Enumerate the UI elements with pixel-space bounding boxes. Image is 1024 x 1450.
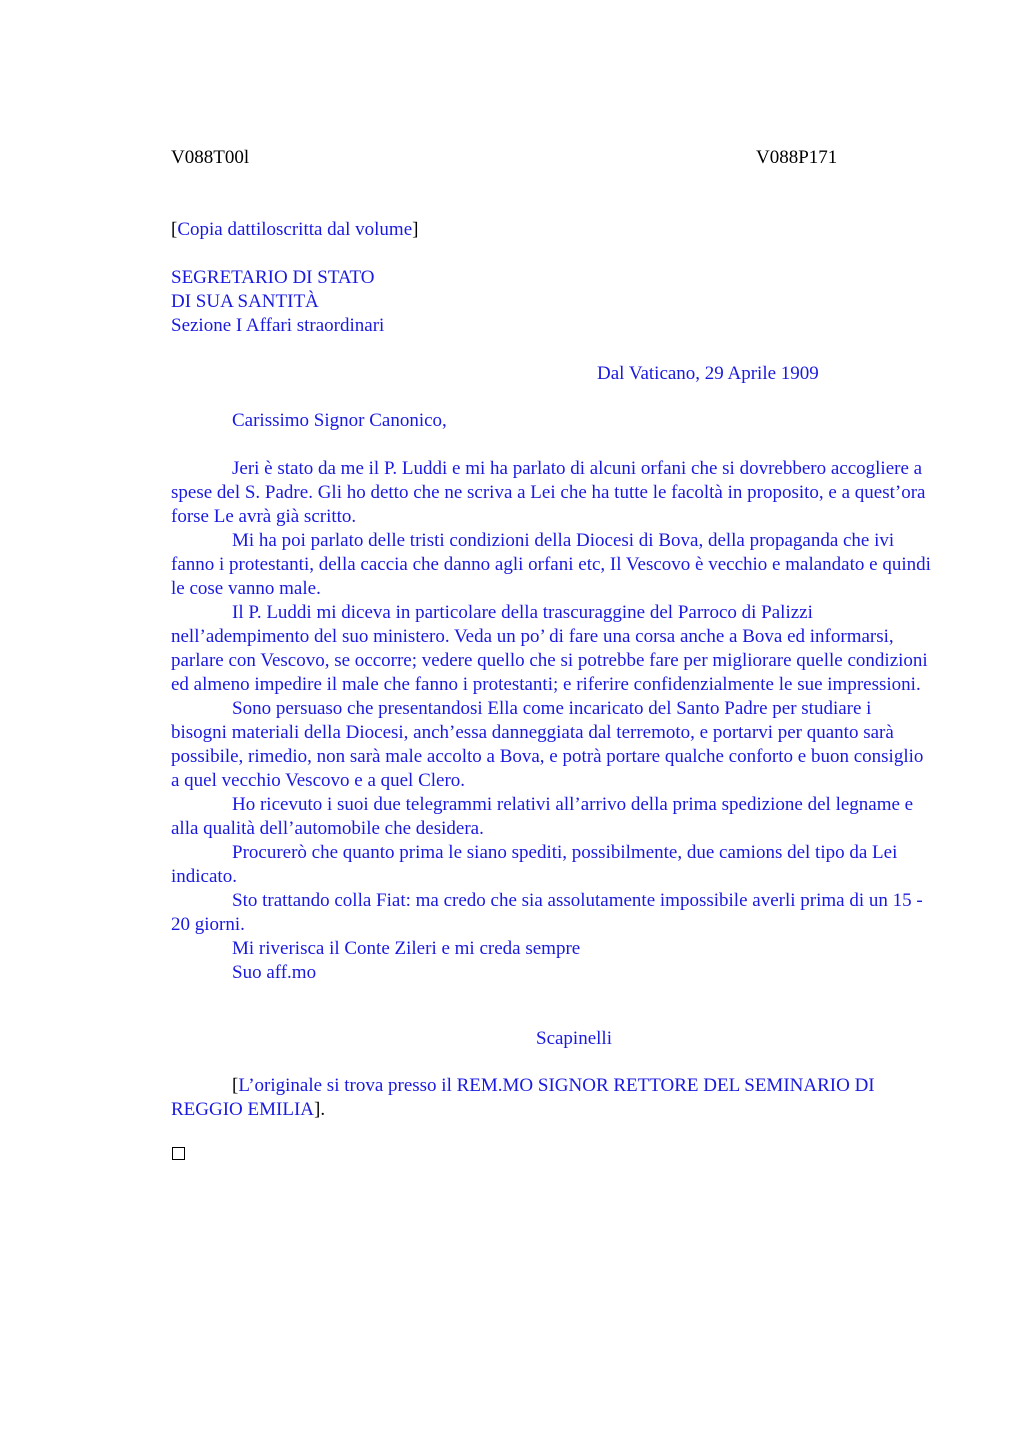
document-code-right: V088P171 (756, 147, 838, 168)
signature: Scapinelli (536, 1028, 612, 1049)
paragraph-1: Jeri è stato da me il P. Luddi e mi ha parlato di alcuni orfani che si dovrebbero accogliere a spese del S. Padre. Gli ho detto che ne scriva a Lei che ha tutte le facoltà in proposito, e a quest’ora forse Le avrà già scritto. (171, 458, 926, 527)
paragraph-3: Il P. Luddi mi diceva in particolare della trascuraggine del Parroco di Palizzi nell’adempimento del suo ministero. Veda un po’ di fare una corsa anche a Bova ed informarsi, parlare con Vescovo, se occorre; vedere quello che si potrebbe fare per migliorare quelle condizioni ed almeno impedire il male che fanno i protestanti; e riferire confidenzialmente le sue impressioni. (171, 602, 928, 695)
footer-note (171, 1074, 931, 1122)
paragraph-7: Sto trattando colla Fiat: ma credo che sia assolutamente impossibile averli prima di un 15 - 20 giorni. (171, 890, 923, 935)
copy-note-text: Copia dattiloscritta dal volume (177, 219, 413, 240)
letter-body (171, 457, 931, 985)
dateline: Dal Vaticano, 29 Aprile 1909 (597, 363, 819, 384)
paragraph-5: Ho ricevuto i suoi due telegrammi relativi all’arrivo della prima spedizione del legname e alla qualità dell’automobile che desidera. (171, 794, 914, 839)
paragraph-2: Mi ha poi parlato delle tristi condizioni della Diocesi di Bova, della propaganda che ivi fanno i protestanti, della caccia che danno agli orfani etc, Il Vescovo è vecchio e malandato e quindi le cose vanno male. (171, 530, 931, 599)
square-marker-icon (172, 1147, 185, 1160)
paragraph-4: Sono persuaso che presentandosi Ella come incaricato del Santo Padre per studiare i bisogni materiali della Diocesi, anch’essa danneggiata dal terremoto, e portarvi per quanto sarà possibile, rimedio, non sarà male accolto a Bova, e potrà portare qualche conforto e buon consiglio a quel vecchio Vescovo e a quel Clero. (171, 698, 924, 791)
footer-note-text: L’originale si trova presso il REM.MO SIGNOR RETTORE DEL SEMINARIO DI REGGIO EMILIA (171, 1075, 875, 1120)
footer-note-close-bracket: ]. (314, 1099, 326, 1120)
footer-note-open-bracket: [ (232, 1075, 239, 1096)
letterhead-line-3: Sezione I Affari straordinari (171, 315, 385, 336)
letterhead-line-2: DI SUA SANTITÀ (171, 291, 319, 312)
document-code-left: V088T00l (171, 147, 250, 168)
salutation: Carissimo Signor Canonico, (232, 410, 447, 431)
copy-note-open-bracket: [ (171, 219, 178, 240)
copy-note-close-bracket: ] (412, 219, 419, 240)
letterhead-line-1: SEGRETARIO DI STATO (171, 267, 375, 288)
closing: Suo aff.mo (232, 962, 317, 983)
paragraph-6: Procurerò che quanto prima le siano spediti, possibilmente, due camions del tipo da Lei indicato. (171, 842, 898, 887)
paragraph-8: Mi riverisca il Conte Zileri e mi creda sempre (232, 938, 581, 959)
copy-note (171, 218, 418, 242)
